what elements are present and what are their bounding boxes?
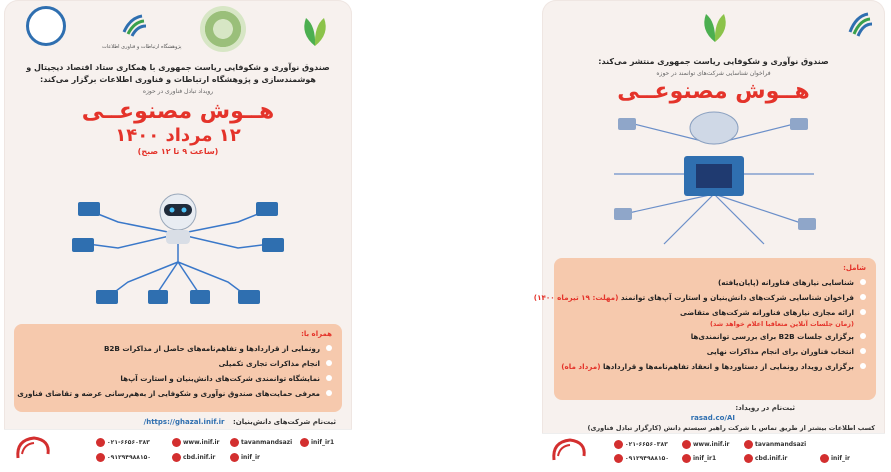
right-phone: ۰۲۱-۶۶۵۶۰۳۸۳ [614,440,668,449]
itrc-logo-text: پژوهشگاه ارتباطات و فناوری اطلاعات [102,44,182,50]
right-item: برگزاری رویداد رونمایی از دستاوردها و انعقاد تفاهم‌نامه‌ها و قراردادها (مرداد ماه) [564,359,866,374]
right-item: انتخاب فناوران برای انجام مذاکرات نهایی [564,344,866,359]
chip-icon [684,156,744,196]
left-intro: صندوق نوآوری و شکوفایی ریاست جمهوری با همکاری ستاد اقتصاد دیجیتال و هوشمندسازی و پژوهشگاه ارتباطات و فناوری اطلاعات برگزار می‌کند: [26,63,330,84]
globe-icon [172,438,181,447]
ai-network-illustration [58,182,298,314]
left-box-heading: همراه با: [301,330,332,338]
instagram-icon [682,454,691,463]
right-social2[interactable]: inif_ir1 [682,454,716,463]
right-social1[interactable]: tavanmandsazi [744,440,806,449]
ai-chip-illustration [604,104,824,252]
seal-logo [200,6,246,52]
right-title: هــوش مصنوعــی [617,79,810,104]
right-item: شناسایی نیازهای فناورانه (پایان‌یافته) [564,275,866,290]
right-item: ارائه مجازی نیازهای فناورانه شرکت‌های متقاضی [564,305,866,320]
whatsapp-icon [96,453,105,462]
right-inif-logo [692,2,738,48]
telegram-icon [230,453,239,462]
telegram-icon [820,454,829,463]
right-register [735,404,795,412]
globe-icon [744,454,753,463]
left-register [144,418,336,426]
right-logo-bar [542,0,885,56]
left-web2[interactable]: cbd.inif.ir [172,453,215,462]
instagram-icon [230,438,239,447]
right-item: برگزاری جلسات B2B برای بررسی توانمندی‌ها [564,329,866,344]
left-item: معرفی حمایت‌های صندوق نوآوری و شکوفایی از به‌هم‌رسانی عرضه و تقاضای فناوری [24,386,332,401]
left-register-url[interactable]: https://ghazal.inif.ir/ [143,418,225,426]
logo-bar [4,0,352,62]
left-item: نمایشگاه توانمندی شرکت‌های دانش‌بنیان و استارت آپ‌ها [24,371,332,386]
leaf-icon [692,2,738,48]
right-poster [533,0,885,468]
right-item: فراخوان شناسایی شرکت‌های دانش‌بنیان و استارت آپ‌های توانمند (مهلت: ۱۹ تیرماه ۱۴۰۰) [564,290,866,305]
signal-icon [102,10,152,40]
right-item3-note: (زمان جلسات آنلاین متعاقبا اعلام خواهد شد) [710,320,854,328]
right-footer [542,433,885,468]
leaf-icon [292,6,338,52]
right-whatsapp: ۰۹۱۲۹۴۹۸۸۱۵۰ [614,454,669,463]
left-phone: ۰۲۱-۶۶۵۶۰۳۸۳ [96,438,150,447]
left-poster [4,0,352,468]
whatsapp-icon [614,454,623,463]
signal-icon [832,6,878,40]
itrc-logo [102,10,152,40]
inif-logo [292,6,338,52]
organization-logo [548,436,588,466]
left-item: انجام مذاکرات تجاری تکمیلی [24,356,332,371]
right-register-label: ثبت‌نام در رویداد: [735,404,795,412]
instagram-icon [300,438,309,447]
left-features-box [14,324,342,412]
phone-icon [614,440,623,449]
globe-icon [682,440,691,449]
right-itrc-logo [832,6,878,40]
event-circle-logo [26,6,66,46]
right-info: کسب اطلاعات بیشتر از طریق تماس با شرکت راهبر سیستم دانش (کارگزار تبادل فناوری) [587,424,875,432]
right-box-heading: شامل: [843,264,866,272]
left-social3[interactable]: inif_ir [230,453,260,462]
left-register-label: ثبت‌نام شرکت‌های دانش‌بنیان: [232,418,336,426]
right-sub: فراخوان شناسایی شرکت‌های توانمند در حوزه [656,70,771,77]
right-social3[interactable]: inif_ir [820,454,850,463]
left-title: هــوش مصنوعــی [81,99,275,124]
left-item: رونمایی از قراردادها و تفاهم‌نامه‌های حاصل از مذاکرات B2B [24,341,332,356]
brain-icon [690,112,738,144]
right-register-url[interactable]: rasad.co/AI [690,414,735,422]
left-social2[interactable]: inif_ir1 [300,438,334,447]
left-whatsapp: ۰۹۱۲۹۴۹۸۸۱۵۰ [96,453,151,462]
right-web1[interactable]: www.inif.ir [682,440,730,449]
left-date: ۱۲ مرداد ۱۴۰۰ [115,125,241,146]
phone-icon [96,438,105,447]
globe-icon [172,453,181,462]
left-footer [4,429,352,468]
right-intro: صندوق نوآوری و شکوفایی ریاست جمهوری منتشر می‌کند: [598,57,829,66]
left-social1[interactable]: tavanmandsazi [230,438,292,447]
left-sub: رویداد تبادل فناوری در حوزه [142,88,214,95]
instagram-icon [744,440,753,449]
right-web2[interactable]: cbd.inif.ir [744,454,787,463]
organization-logo [12,434,54,464]
right-features-box [533,258,876,400]
left-time: (ساعت ۹ تا ۱۲ صبح) [137,147,219,156]
left-web1[interactable]: www.inif.ir [172,438,220,447]
